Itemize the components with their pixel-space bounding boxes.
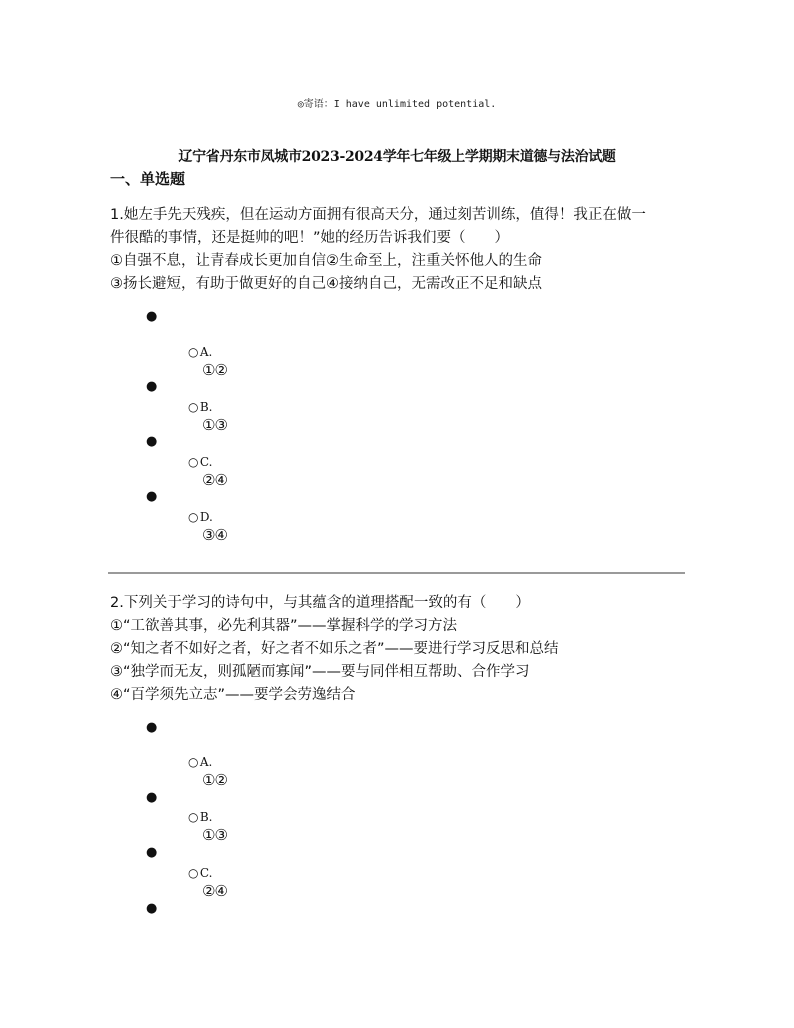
- option-label: A.: [199, 755, 213, 769]
- option-answer: ①③: [202, 826, 227, 844]
- option-label: D.: [199, 510, 213, 524]
- bullet-icon: ●: [146, 489, 158, 504]
- question-line: 1.她左手先天残疾，但在运动方面拥有很高天分，通过刻苦训练，值得！我正在做一: [110, 207, 646, 223]
- bullet-icon: ●: [146, 901, 158, 916]
- question-line: ②“知之者不如好之者，好之者不如乐之者”——要进行学习反思和总结: [110, 641, 559, 657]
- question-line: 件很酷的事情，还是挺帅的吧！”她的经历告诉我们要（ ）: [110, 230, 510, 246]
- circle-bullet-icon: ○: [188, 345, 199, 359]
- question-divider: [108, 572, 685, 574]
- option-c[interactable]: [188, 866, 212, 880]
- bullet-icon: ●: [146, 379, 158, 394]
- bullet-icon: ●: [146, 790, 158, 805]
- option-a[interactable]: [188, 345, 212, 359]
- option-answer: ①②: [202, 361, 227, 379]
- option-answer: ②④: [202, 471, 227, 489]
- option-label: B.: [199, 400, 213, 414]
- circle-bullet-icon: ○: [188, 755, 199, 769]
- option-b[interactable]: [188, 400, 212, 414]
- option-d[interactable]: [188, 510, 213, 524]
- question-line: ③扬长避短，有助于做更好的自己④接纳自己，无需改正不足和缺点: [110, 276, 542, 292]
- option-answer: ②④: [202, 882, 227, 900]
- question-1-stem: [110, 204, 686, 296]
- bullet-icon: ●: [146, 434, 158, 449]
- option-label: A.: [199, 345, 213, 359]
- option-label: C.: [199, 866, 213, 880]
- circle-bullet-icon: ○: [188, 455, 199, 469]
- section-title: 一、单选题: [110, 170, 186, 188]
- question-line: 2.下列关于学习的诗句中，与其蕴含的道理搭配一致的有（ ）: [110, 595, 530, 611]
- question-line: ③“独学而无友，则孤陋而寡闻”——要与同伴相互帮助、合作学习: [110, 664, 530, 680]
- option-a[interactable]: [188, 755, 212, 769]
- bullet-icon: ●: [146, 309, 158, 324]
- option-answer: ③④: [202, 526, 227, 544]
- option-b[interactable]: [188, 810, 212, 824]
- bullet-icon: ●: [146, 720, 158, 735]
- option-c[interactable]: [188, 455, 212, 469]
- option-answer: ①③: [202, 416, 227, 434]
- question-line: ④“百学须先立志”——要学会劳逸结合: [110, 687, 356, 703]
- option-answer: ①②: [202, 771, 227, 789]
- option-label: C.: [199, 455, 213, 469]
- circle-bullet-icon: ○: [188, 510, 199, 524]
- bullet-icon: ●: [146, 845, 158, 860]
- circle-bullet-icon: ○: [188, 400, 199, 414]
- document-title: 辽宁省丹东市凤城市2023-2024学年七年级上学期期末道德与法治试题: [178, 149, 616, 165]
- question-line: ①自强不息，让青春成长更加自信②生命至上，注重关怀他人的生命: [110, 253, 542, 269]
- option-label: B.: [199, 810, 213, 824]
- question-line: ①“工欲善其事，必先利其器”——掌握科学的学习方法: [110, 618, 458, 634]
- circle-bullet-icon: ○: [188, 810, 199, 824]
- question-2-stem: [110, 592, 686, 707]
- circle-bullet-icon: ○: [188, 866, 199, 880]
- header-motto: ◎寄语：I have unlimited potential.: [297, 99, 497, 110]
